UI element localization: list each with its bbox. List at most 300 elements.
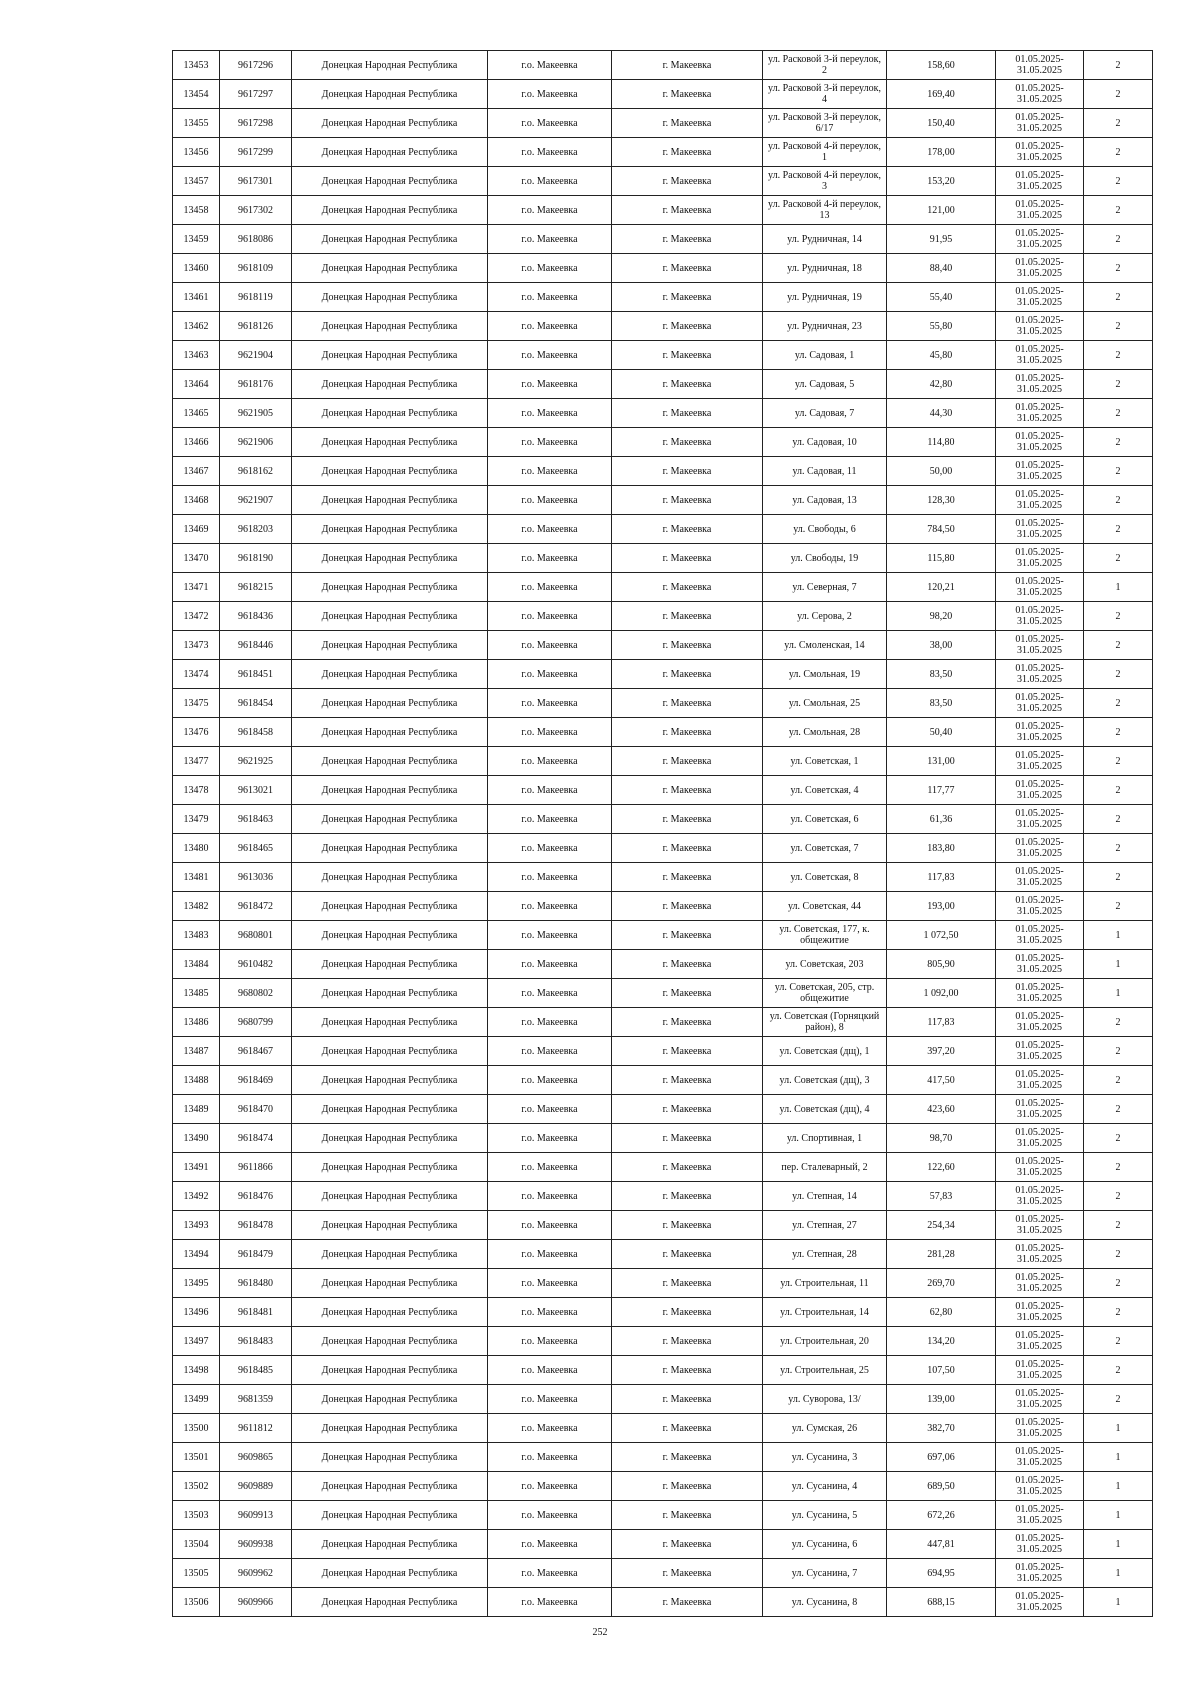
table-row [173,1269,1153,1298]
cell-row-number: 13484 [173,950,220,979]
cell-municipal-district: г.о. Макеевка [488,1530,612,1559]
cell-area: 447,81 [887,1530,996,1559]
cell-row-number: 13485 [173,979,220,1008]
cell-settlement: г. Макеевка [612,921,763,950]
cell-row-number: 13474 [173,660,220,689]
cell-period: 01.05.2025- 31.05.2025 [996,892,1084,921]
cell-address: ул. Расковой 4-й переулок, 13 [763,196,887,225]
table-row [173,1211,1153,1240]
cell-municipal-district: г.о. Макеевка [488,1211,612,1240]
cell-municipal-district: г.о. Макеевка [488,196,612,225]
cell-municipal-district: г.о. Макеевка [488,312,612,341]
cell-address: ул. Сусанина, 4 [763,1472,887,1501]
cell-address: ул. Советская, 205, стр. общежитие [763,979,887,1008]
cell-row-number: 13457 [173,167,220,196]
cell-category: 2 [1084,863,1153,892]
cell-object-code: 9618472 [220,892,292,921]
cell-settlement: г. Макеевка [612,805,763,834]
cell-municipal-district: г.о. Макеевка [488,805,612,834]
cell-area: 281,28 [887,1240,996,1269]
cell-area: 50,40 [887,718,996,747]
cell-period: 01.05.2025- 31.05.2025 [996,80,1084,109]
cell-address: ул. Рудничная, 18 [763,254,887,283]
cell-address: ул. Строительная, 20 [763,1327,887,1356]
cell-settlement: г. Макеевка [612,834,763,863]
cell-settlement: г. Макеевка [612,312,763,341]
cell-municipal-district: г.о. Макеевка [488,863,612,892]
cell-period: 01.05.2025- 31.05.2025 [996,399,1084,428]
cell-address: ул. Смольная, 25 [763,689,887,718]
cell-settlement: г. Макеевка [612,1269,763,1298]
cell-municipal-district: г.о. Макеевка [488,1472,612,1501]
cell-settlement: г. Макеевка [612,1008,763,1037]
cell-settlement: г. Макеевка [612,486,763,515]
cell-settlement: г. Макеевка [612,1356,763,1385]
cell-municipal-district: г.о. Макеевка [488,660,612,689]
cell-object-code: 9613021 [220,776,292,805]
cell-row-number: 13465 [173,399,220,428]
table-row [173,834,1153,863]
cell-object-code: 9609962 [220,1559,292,1588]
cell-area: 122,60 [887,1153,996,1182]
cell-period: 01.05.2025- 31.05.2025 [996,1327,1084,1356]
cell-region: Донецкая Народная Республика [292,312,488,341]
cell-municipal-district: г.о. Макеевка [488,1095,612,1124]
table-row [173,486,1153,515]
cell-address: ул. Суворова, 13/ [763,1385,887,1414]
cell-region: Донецкая Народная Республика [292,1066,488,1095]
cell-region: Донецкая Народная Республика [292,1559,488,1588]
cell-area: 417,50 [887,1066,996,1095]
cell-object-code: 9681359 [220,1385,292,1414]
cell-address: ул. Смольная, 19 [763,660,887,689]
cell-row-number: 13458 [173,196,220,225]
cell-period: 01.05.2025- 31.05.2025 [996,1501,1084,1530]
cell-category: 2 [1084,1037,1153,1066]
cell-address: ул. Рудничная, 23 [763,312,887,341]
cell-object-code: 9617298 [220,109,292,138]
cell-region: Донецкая Народная Республика [292,1501,488,1530]
cell-area: 117,83 [887,1008,996,1037]
cell-row-number: 13472 [173,602,220,631]
cell-region: Донецкая Народная Республика [292,196,488,225]
cell-address: ул. Сумская, 26 [763,1414,887,1443]
cell-settlement: г. Макеевка [612,950,763,979]
cell-row-number: 13501 [173,1443,220,1472]
cell-region: Донецкая Народная Республика [292,631,488,660]
cell-region: Донецкая Народная Республика [292,1008,488,1037]
table-row [173,1588,1153,1617]
cell-category: 2 [1084,1385,1153,1414]
cell-period: 01.05.2025- 31.05.2025 [996,979,1084,1008]
cell-address: ул. Расковой 3-й переулок, 4 [763,80,887,109]
cell-area: 1 072,50 [887,921,996,950]
cell-period: 01.05.2025- 31.05.2025 [996,1211,1084,1240]
cell-category: 1 [1084,1414,1153,1443]
cell-object-code: 9609938 [220,1530,292,1559]
cell-category: 2 [1084,892,1153,921]
cell-region: Донецкая Народная Республика [292,718,488,747]
cell-municipal-district: г.о. Макеевка [488,892,612,921]
cell-period: 01.05.2025- 31.05.2025 [996,428,1084,457]
cell-object-code: 9680802 [220,979,292,1008]
cell-address: ул. Серова, 2 [763,602,887,631]
cell-object-code: 9618474 [220,1124,292,1153]
cell-municipal-district: г.о. Макеевка [488,747,612,776]
cell-area: 120,21 [887,573,996,602]
table-row [173,1298,1153,1327]
cell-area: 689,50 [887,1472,996,1501]
cell-settlement: г. Макеевка [612,138,763,167]
cell-region: Донецкая Народная Республика [292,1414,488,1443]
cell-settlement: г. Макеевка [612,602,763,631]
cell-period: 01.05.2025- 31.05.2025 [996,718,1084,747]
table-row [173,631,1153,660]
cell-region: Донецкая Народная Республика [292,428,488,457]
cell-object-code: 9618454 [220,689,292,718]
cell-area: 805,90 [887,950,996,979]
registry-table [172,50,1153,1617]
cell-settlement: г. Макеевка [612,1124,763,1153]
cell-period: 01.05.2025- 31.05.2025 [996,225,1084,254]
cell-row-number: 13487 [173,1037,220,1066]
cell-row-number: 13473 [173,631,220,660]
cell-municipal-district: г.о. Макеевка [488,486,612,515]
cell-object-code: 9609865 [220,1443,292,1472]
cell-municipal-district: г.о. Макеевка [488,921,612,950]
cell-region: Донецкая Народная Республика [292,486,488,515]
table-row [173,660,1153,689]
cell-municipal-district: г.о. Макеевка [488,283,612,312]
cell-region: Донецкая Народная Республика [292,80,488,109]
cell-area: 117,77 [887,776,996,805]
cell-category: 2 [1084,80,1153,109]
table-row [173,515,1153,544]
cell-category: 2 [1084,428,1153,457]
cell-area: 697,06 [887,1443,996,1472]
cell-area: 62,80 [887,1298,996,1327]
cell-settlement: г. Макеевка [612,863,763,892]
cell-region: Донецкая Народная Республика [292,573,488,602]
table-row [173,341,1153,370]
cell-category: 1 [1084,1530,1153,1559]
cell-object-code: 9618190 [220,544,292,573]
cell-category: 2 [1084,1124,1153,1153]
cell-category: 2 [1084,225,1153,254]
table-row [173,1066,1153,1095]
cell-settlement: г. Макеевка [612,573,763,602]
cell-category: 2 [1084,370,1153,399]
cell-category: 2 [1084,457,1153,486]
cell-settlement: г. Макеевка [612,254,763,283]
cell-row-number: 13488 [173,1066,220,1095]
page-number: 252 [592,1627,608,1638]
cell-area: 688,15 [887,1588,996,1617]
table-row [173,1008,1153,1037]
cell-municipal-district: г.о. Макеевка [488,631,612,660]
cell-area: 1 092,00 [887,979,996,1008]
cell-area: 153,20 [887,167,996,196]
cell-area: 134,20 [887,1327,996,1356]
cell-address: ул. Садовая, 10 [763,428,887,457]
cell-region: Донецкая Народная Республика [292,747,488,776]
cell-municipal-district: г.о. Макеевка [488,1501,612,1530]
cell-row-number: 13455 [173,109,220,138]
cell-region: Донецкая Народная Республика [292,1588,488,1617]
table-row [173,1327,1153,1356]
cell-row-number: 13462 [173,312,220,341]
cell-period: 01.05.2025- 31.05.2025 [996,573,1084,602]
cell-object-code: 9618467 [220,1037,292,1066]
cell-category: 2 [1084,1211,1153,1240]
cell-object-code: 9618483 [220,1327,292,1356]
cell-period: 01.05.2025- 31.05.2025 [996,689,1084,718]
cell-settlement: г. Макеевка [612,196,763,225]
cell-municipal-district: г.о. Макеевка [488,776,612,805]
cell-region: Донецкая Народная Республика [292,660,488,689]
cell-row-number: 13461 [173,283,220,312]
cell-settlement: г. Макеевка [612,1559,763,1588]
cell-period: 01.05.2025- 31.05.2025 [996,1066,1084,1095]
cell-region: Донецкая Народная Республика [292,254,488,283]
table-row [173,863,1153,892]
cell-row-number: 13500 [173,1414,220,1443]
cell-address: ул. Степная, 28 [763,1240,887,1269]
cell-settlement: г. Макеевка [612,1240,763,1269]
cell-object-code: 9613036 [220,863,292,892]
cell-period: 01.05.2025- 31.05.2025 [996,834,1084,863]
table-row [173,1414,1153,1443]
cell-row-number: 13479 [173,805,220,834]
cell-period: 01.05.2025- 31.05.2025 [996,312,1084,341]
cell-area: 158,60 [887,51,996,80]
cell-row-number: 13476 [173,718,220,747]
cell-period: 01.05.2025- 31.05.2025 [996,1037,1084,1066]
cell-address: ул. Степная, 14 [763,1182,887,1211]
cell-category: 2 [1084,312,1153,341]
cell-municipal-district: г.о. Макеевка [488,1385,612,1414]
cell-object-code: 9617296 [220,51,292,80]
cell-settlement: г. Макеевка [612,283,763,312]
cell-region: Донецкая Народная Республика [292,399,488,428]
cell-address: ул. Свободы, 6 [763,515,887,544]
cell-area: 42,80 [887,370,996,399]
cell-category: 1 [1084,950,1153,979]
cell-object-code: 9618476 [220,1182,292,1211]
cell-address: ул. Советская, 203 [763,950,887,979]
cell-address: ул. Садовая, 11 [763,457,887,486]
cell-area: 169,40 [887,80,996,109]
cell-municipal-district: г.о. Макеевка [488,254,612,283]
cell-category: 2 [1084,660,1153,689]
cell-object-code: 9618485 [220,1356,292,1385]
cell-period: 01.05.2025- 31.05.2025 [996,1240,1084,1269]
table-row [173,1443,1153,1472]
table-row [173,747,1153,776]
cell-period: 01.05.2025- 31.05.2025 [996,1182,1084,1211]
cell-settlement: г. Макеевка [612,1501,763,1530]
cell-address: ул. Сусанина, 7 [763,1559,887,1588]
table-row [173,776,1153,805]
cell-row-number: 13453 [173,51,220,80]
cell-area: 57,83 [887,1182,996,1211]
cell-period: 01.05.2025- 31.05.2025 [996,1356,1084,1385]
cell-settlement: г. Макеевка [612,1298,763,1327]
cell-region: Донецкая Народная Республика [292,1124,488,1153]
cell-settlement: г. Макеевка [612,631,763,660]
cell-address: ул. Советская, 7 [763,834,887,863]
cell-area: 150,40 [887,109,996,138]
cell-settlement: г. Макеевка [612,515,763,544]
cell-region: Донецкая Народная Республика [292,1095,488,1124]
cell-settlement: г. Макеевка [612,689,763,718]
table-row [173,689,1153,718]
cell-category: 1 [1084,1588,1153,1617]
cell-period: 01.05.2025- 31.05.2025 [996,544,1084,573]
cell-object-code: 9609913 [220,1501,292,1530]
cell-category: 2 [1084,1298,1153,1327]
cell-category: 2 [1084,776,1153,805]
cell-area: 83,50 [887,689,996,718]
cell-object-code: 9618215 [220,573,292,602]
cell-area: 672,26 [887,1501,996,1530]
cell-category: 2 [1084,341,1153,370]
cell-category: 2 [1084,834,1153,863]
cell-row-number: 13490 [173,1124,220,1153]
cell-area: 98,20 [887,602,996,631]
cell-row-number: 13486 [173,1008,220,1037]
table-row [173,312,1153,341]
cell-object-code: 9618480 [220,1269,292,1298]
cell-area: 88,40 [887,254,996,283]
cell-region: Донецкая Народная Республика [292,1385,488,1414]
cell-area: 139,00 [887,1385,996,1414]
cell-object-code: 9680801 [220,921,292,950]
cell-area: 83,50 [887,660,996,689]
cell-address: ул. Смоленская, 14 [763,631,887,660]
cell-region: Донецкая Народная Республика [292,370,488,399]
cell-municipal-district: г.о. Макеевка [488,515,612,544]
cell-category: 2 [1084,196,1153,225]
cell-row-number: 13460 [173,254,220,283]
cell-region: Донецкая Народная Республика [292,805,488,834]
cell-category: 2 [1084,1240,1153,1269]
cell-category: 2 [1084,283,1153,312]
cell-period: 01.05.2025- 31.05.2025 [996,1588,1084,1617]
cell-object-code: 9618176 [220,370,292,399]
cell-region: Донецкая Народная Республика [292,979,488,1008]
cell-category: 2 [1084,51,1153,80]
cell-area: 50,00 [887,457,996,486]
table-row [173,979,1153,1008]
table-row [173,921,1153,950]
cell-address: пер. Сталеварный, 2 [763,1153,887,1182]
cell-address: ул. Северная, 7 [763,573,887,602]
cell-settlement: г. Макеевка [612,1066,763,1095]
cell-municipal-district: г.о. Макеевка [488,1327,612,1356]
cell-settlement: г. Макеевка [612,1414,763,1443]
table-row [173,1530,1153,1559]
cell-period: 01.05.2025- 31.05.2025 [996,921,1084,950]
cell-address: ул. Рудничная, 19 [763,283,887,312]
cell-area: 115,80 [887,544,996,573]
cell-settlement: г. Макеевка [612,1037,763,1066]
table-row [173,399,1153,428]
cell-area: 44,30 [887,399,996,428]
cell-object-code: 9618436 [220,602,292,631]
cell-period: 01.05.2025- 31.05.2025 [996,196,1084,225]
cell-settlement: г. Макеевка [612,718,763,747]
table-row [173,1037,1153,1066]
cell-row-number: 13477 [173,747,220,776]
cell-region: Донецкая Народная Республика [292,1327,488,1356]
cell-settlement: г. Макеевка [612,979,763,1008]
cell-object-code: 9618478 [220,1211,292,1240]
cell-address: ул. Строительная, 11 [763,1269,887,1298]
cell-object-code: 9617297 [220,80,292,109]
cell-row-number: 13480 [173,834,220,863]
cell-municipal-district: г.о. Макеевка [488,1588,612,1617]
cell-category: 1 [1084,573,1153,602]
cell-row-number: 13468 [173,486,220,515]
cell-area: 254,34 [887,1211,996,1240]
cell-row-number: 13459 [173,225,220,254]
cell-category: 1 [1084,1472,1153,1501]
cell-municipal-district: г.о. Макеевка [488,1356,612,1385]
cell-object-code: 9617299 [220,138,292,167]
cell-object-code: 9618086 [220,225,292,254]
cell-area: 269,70 [887,1269,996,1298]
cell-municipal-district: г.о. Макеевка [488,370,612,399]
table-row [173,457,1153,486]
cell-area: 61,36 [887,805,996,834]
cell-region: Донецкая Народная Республика [292,515,488,544]
cell-settlement: г. Макеевка [612,399,763,428]
cell-object-code: 9621905 [220,399,292,428]
cell-object-code: 9618469 [220,1066,292,1095]
cell-object-code: 9618470 [220,1095,292,1124]
cell-address: ул. Советская, 44 [763,892,887,921]
cell-period: 01.05.2025- 31.05.2025 [996,776,1084,805]
cell-settlement: г. Макеевка [612,1182,763,1211]
table-row [173,1559,1153,1588]
cell-row-number: 13454 [173,80,220,109]
cell-category: 2 [1084,167,1153,196]
cell-municipal-district: г.о. Макеевка [488,428,612,457]
cell-address: ул. Советская, 6 [763,805,887,834]
table-row [173,196,1153,225]
cell-region: Донецкая Народная Республика [292,457,488,486]
table-row [173,1240,1153,1269]
cell-region: Донецкая Народная Республика [292,950,488,979]
cell-period: 01.05.2025- 31.05.2025 [996,515,1084,544]
cell-region: Донецкая Народная Республика [292,1269,488,1298]
cell-address: ул. Строительная, 25 [763,1356,887,1385]
cell-object-code: 9610482 [220,950,292,979]
document-page [172,50,1152,1617]
cell-category: 1 [1084,1501,1153,1530]
table-row [173,1153,1153,1182]
cell-municipal-district: г.о. Макеевка [488,544,612,573]
cell-settlement: г. Макеевка [612,167,763,196]
table-row [173,1095,1153,1124]
cell-settlement: г. Макеевка [612,892,763,921]
cell-settlement: г. Макеевка [612,457,763,486]
table-row [173,283,1153,312]
cell-category: 2 [1084,254,1153,283]
cell-settlement: г. Макеевка [612,1385,763,1414]
cell-row-number: 13464 [173,370,220,399]
